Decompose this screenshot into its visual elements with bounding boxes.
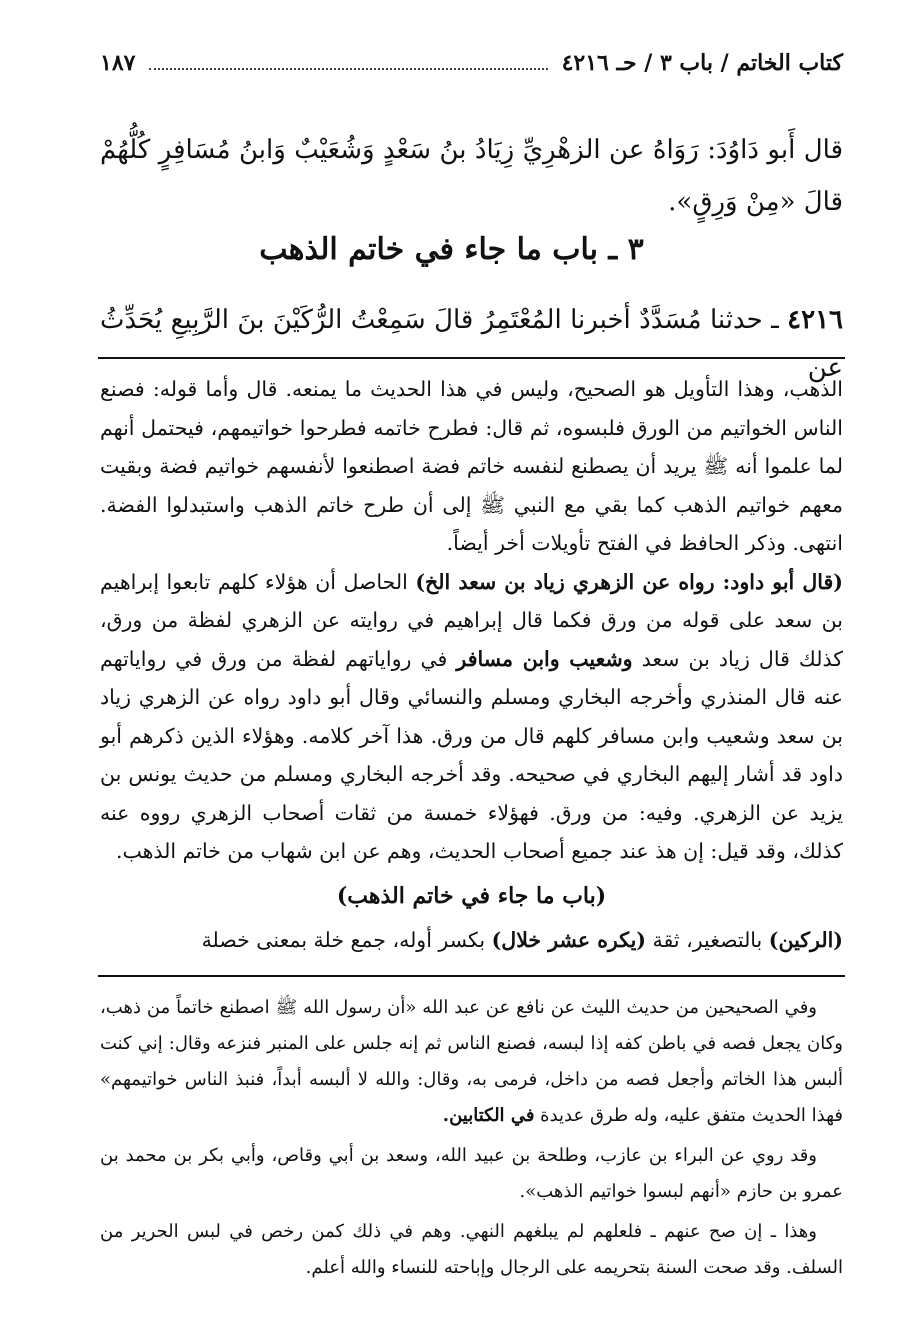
separator-line: [98, 975, 845, 977]
commentary-paragraph: [100, 921, 843, 960]
hadith-text: ـ حدثنا مُسَدَّدٌ أخبرنا المُعْتَمِرُ قالَ سَمِعْتُ الرُّكَيْنَ بنَ الرَّبِيعِ يُحَدِّثُ عن: [100, 305, 843, 383]
footnote-text: وفي الصحيحين من حديث الليث عن نافع عن عبد الله «أن رسول الله ﷺ اصطنع خاتماً من ذهب، وكان يجعل فصه في باطن كفه إذا لبسه، فصنع الناس ثم إنه جلس على المنبر فنزعه وقال: إني كنت ألبس هذا الخاتم وأجعل فصه من داخل، فرمى به، وقال: والله لا ألبسه أبداً، فنبذ الناس خواتيمهم» فهذا الحديث متفق عليه، وله طرق عديدة: [100, 997, 843, 1126]
footnote-paragraph: وهذا ـ إن صح عنهم ـ فلعلهم لم يبلغهم النهي. وهم في ذلك كمن رخص في لبس الحرير من السلف. وقد صحت السنة بتحريمه على الرجال وإباحته للنساء والله أعلم.: [100, 1221, 843, 1278]
commentary-text: بكسر أوله، جمع خلة بمعنى خصلة: [201, 928, 486, 952]
footnote-emphasis: في الكتابين.: [442, 1105, 535, 1126]
commentary-text: الحاصل أن هؤلاء كلهم تابعوا إبراهيم بن سعد على قوله من ورق فكما قال إبراهيم في روايته عن الزهري لفظة من ورق، كذلك قال زياد بن سعد: [100, 569, 843, 671]
footnote-paragraph: [100, 990, 843, 1134]
commentary-lemma: (قال أبو داود: رواه عن الزهري زياد بن سعد الخ): [415, 569, 843, 594]
chapter-heading: ٣ ـ باب ما جاء في خاتم الذهب: [259, 232, 644, 267]
commentary-paragraph: الذهب، وهذا التأويل هو الصحيح، وليس في هذا الحديث ما يمنعه. قال وأما قوله: فصنع الناس الخواتيم من الورق فلبسوه، ثم قال: فطرح خاتمه فطرحوا خواتيمهم، فيحتمل أنهم لما علموا أنه ﷺ يريد أن يصطنع لنفسه خاتم فضة اصطنعوا لأنفسهم خواتيم فضة وبقيت معهم خواتيم الذهب كما بقي مع النبي ﷺ إلى أن طرح خاتم الذهب واستبدلوا الفضة. انتهى. وذكر الحافظ في الفتح تأويلات أخر أيضاً.: [100, 377, 843, 555]
commentary-text: بالتصغير، ثقة: [652, 928, 763, 952]
running-title: كتاب الخاتم / باب ٣ / حـ ٤٢١٦: [561, 50, 843, 76]
matn-top-text: قال أَبو دَاوُدَ: رَوَاهُ عن الزهْرِيِّ زِيَادُ بنُ سَعْدٍ وَشُعَيْبٌ وَابنُ مُسَافِرٍ كُلُّهُمْ قالَ «مِنْ وَرِقٍ».: [100, 135, 843, 217]
page-number: ١٨٧: [100, 50, 136, 76]
commentary-lemma: (الركين): [768, 928, 843, 952]
commentary-subheading: (باب ما جاء في خاتم الذهب): [336, 882, 607, 909]
commentary-text: في رواياتهم لفظة من ورق في رواياتهم عنه قال المنذري وأخرجه البخاري ومسلم والنسائي وقال أبو داود رواه عن الزهري زياد بن سعد وشعيب وابن مسافر كلهم قال من ورق. هذا آخر كلامه. وهؤلاء الذين ذكرهم أبو داود قد أشار إليهم البخاري في صحيحه. وقد أخرجه البخاري ومسلم من حديث يونس بن يزيد عن الزهري. وفيه: من ورق. فهؤلاء خمسة من ثقات أصحاب الزهري رووه عنه كذلك، وقد قيل: إن هذ عند جميع أصحاب الحديث، وهم عن ابن شهاب من خاتم الذهب.: [100, 646, 843, 863]
footnotes-section: [100, 990, 843, 1290]
commentary-paragraph: [100, 563, 843, 871]
commentary-section: [100, 370, 843, 960]
header-dot-leader: [149, 54, 547, 70]
hadith-number: ٤٢١٦: [787, 305, 843, 335]
running-header: [100, 50, 843, 90]
commentary-lemma: (يكره عشر خلال): [491, 928, 646, 952]
separator-line: [98, 357, 845, 359]
footnote-paragraph: وقد روي عن البراء بن عازب، وطلحة بن عبيد الله، وسعد بن أبي وقاص، وأبي بكر بن محمد بن عمرو بن حازم «أنهم لبسوا خواتيم الذهب».: [100, 1145, 843, 1202]
commentary-lemma: وشعيب وابن مسافر: [456, 646, 633, 671]
